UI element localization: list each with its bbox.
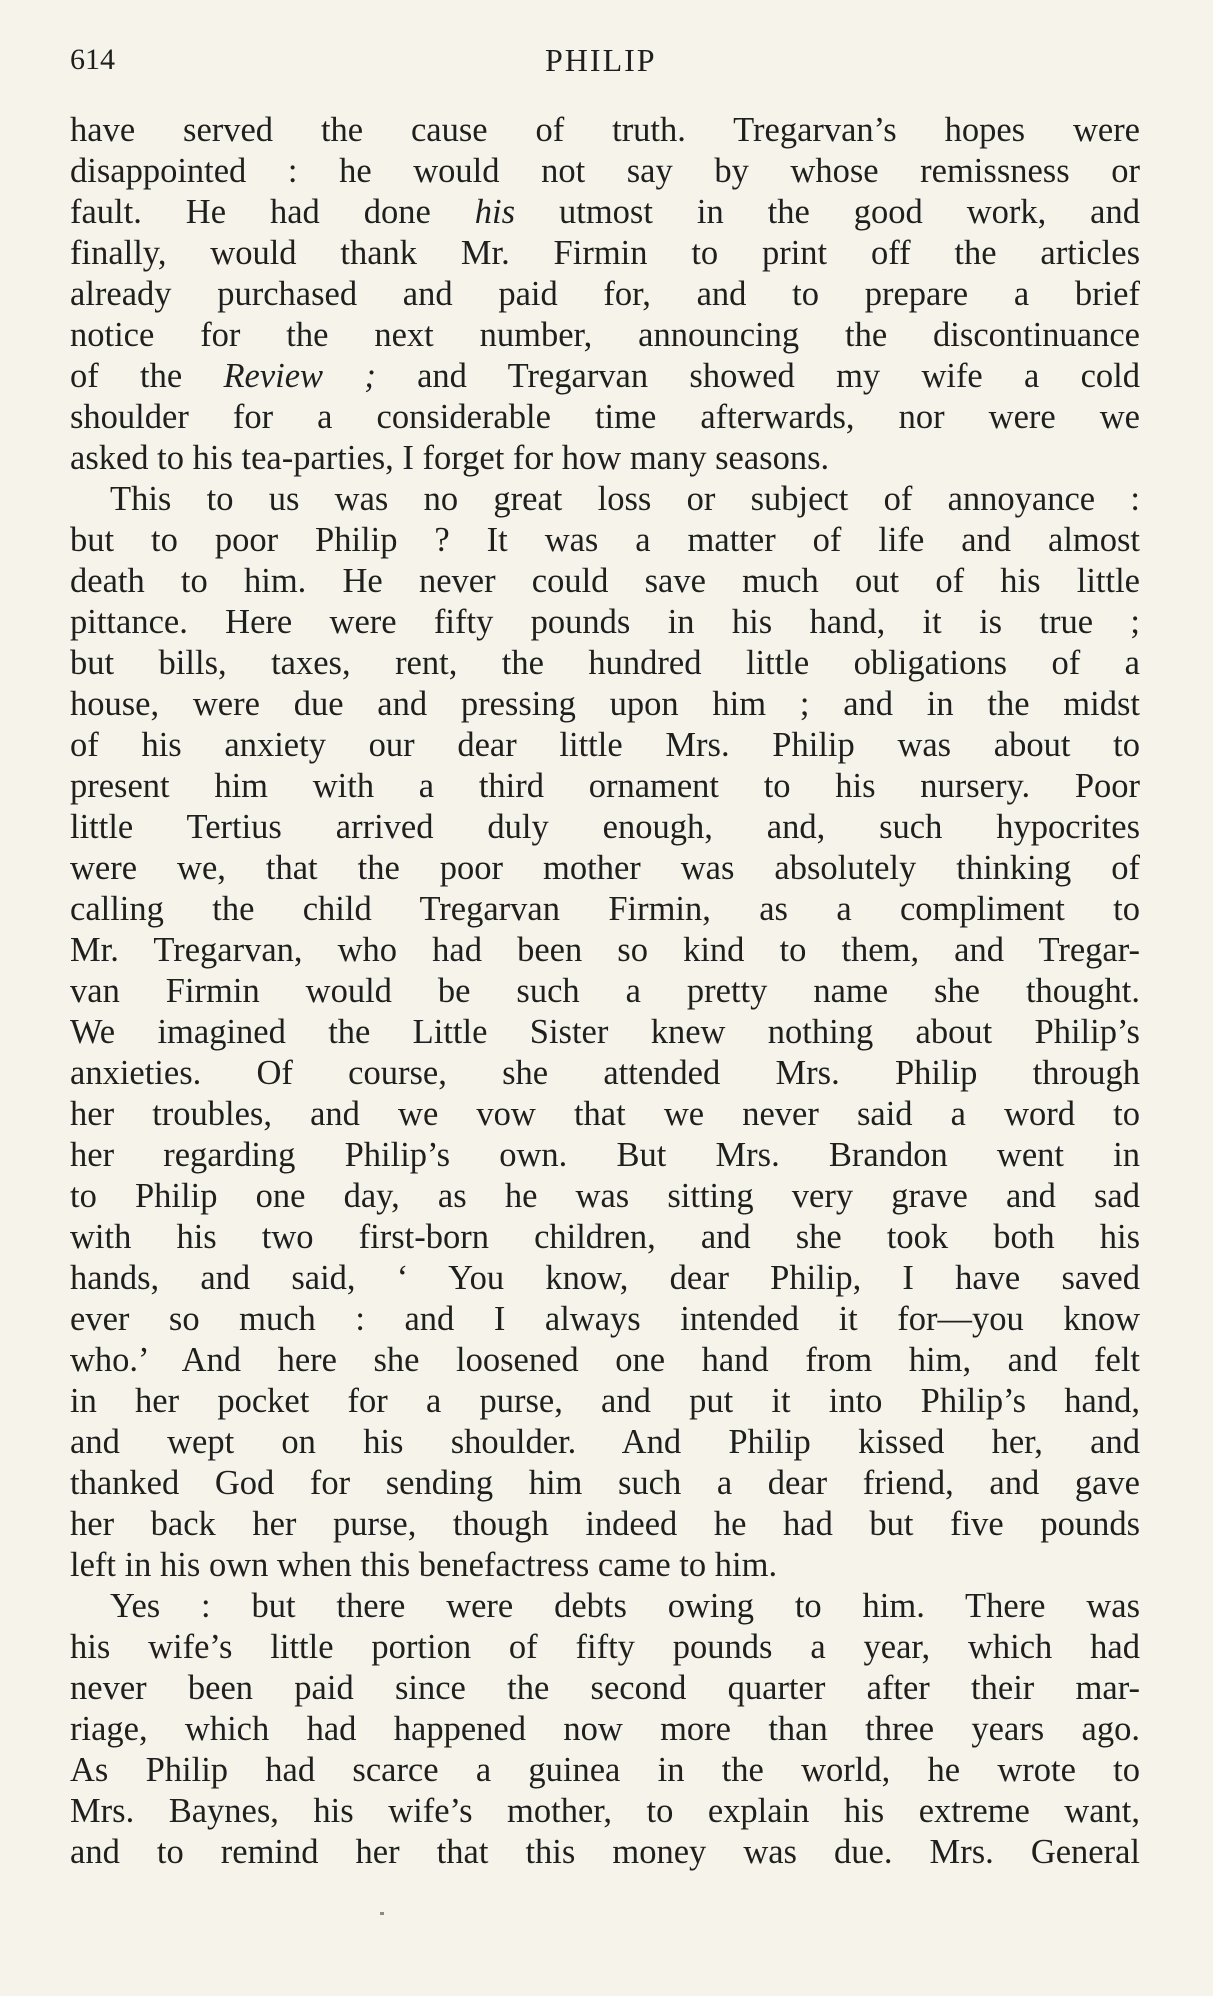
text-line: her regarding Philip’s own. But Mrs. Brandon went in: [70, 1136, 1140, 1174]
text-line: who.’ And here she loosened one hand from him, and felt: [70, 1341, 1140, 1379]
text-line: This to us was no great loss or subject of annoyance :: [110, 480, 1140, 518]
footer-mark: [380, 1912, 384, 1915]
text-line: of his anxiety our dear little Mrs. Philip was about to: [70, 726, 1140, 764]
italic-text: his: [474, 193, 516, 231]
text-line: Yes : but there were debts owing to him. There was: [110, 1587, 1140, 1625]
text-line: [70, 356, 1140, 397]
text-line: but bills, taxes, rent, the hundred little obligations of a: [70, 644, 1140, 682]
text-line: disappointed : he would not say by whose remissness or: [70, 152, 1140, 190]
text-line: Mrs. Baynes, his wife’s mother, to explain his extreme want,: [70, 1792, 1140, 1830]
text-line: her back her purse, though indeed he had but five pounds: [70, 1505, 1140, 1543]
text-line: death to him. He never could save much out of his little: [70, 562, 1140, 600]
text-line: little Tertius arrived duly enough, and, such hypocrites: [70, 808, 1140, 846]
text-line: his wife’s little portion of fifty pounds a year, which had: [70, 1628, 1140, 1666]
text-line: and wept on his shoulder. And Philip kissed her, and: [70, 1423, 1140, 1461]
text-line: thanked God for sending him such a dear friend, and gave: [70, 1464, 1140, 1502]
running-title: PHILIP: [545, 42, 657, 78]
text-segment: fault. He had done: [70, 193, 475, 231]
text-line: have served the cause of truth. Tregarvan’s hopes were: [70, 111, 1140, 149]
body-text: [70, 110, 1140, 1873]
text-line: and to remind her that this money was due. Mrs. General: [70, 1833, 1140, 1871]
text-line: riage, which had happened now more than three years ago.: [70, 1710, 1140, 1748]
text-line: with his two first-born children, and she took both his: [70, 1218, 1140, 1256]
text-line: Mr. Tregarvan, who had been so kind to them, and Tregar-: [70, 931, 1140, 969]
page-header: [70, 36, 1140, 84]
text-line: van Firmin would be such a pretty name she thought.: [70, 972, 1140, 1010]
text-segment: of the: [70, 357, 224, 395]
text-line: asked to his tea-parties, I forget for how many seasons.: [70, 439, 830, 477]
text-line: anxieties. Of course, she attended Mrs. Philip through: [70, 1054, 1140, 1092]
page-number: 614: [70, 43, 115, 76]
text-line: We imagined the Little Sister knew nothing about Philip’s: [70, 1013, 1140, 1051]
text-line: calling the child Tregarvan Firmin, as a compliment to: [70, 890, 1140, 928]
text-line: pittance. Here were fifty pounds in his hand, it is true ;: [70, 603, 1140, 641]
text-segment: and Tregarvan showed my wife a cold: [375, 357, 1141, 395]
text-line: her troubles, and we vow that we never said a word to: [70, 1095, 1140, 1133]
text-line: but to poor Philip ? It was a matter of life and almost: [70, 521, 1140, 559]
text-line: notice for the next number, announcing the discontinuance: [70, 316, 1140, 354]
text-line: in her pocket for a purse, and put it into Philip’s hand,: [70, 1382, 1140, 1420]
text-line: shoulder for a considerable time afterwards, nor were we: [70, 398, 1140, 436]
text-line: finally, would thank Mr. Firmin to print off the articles: [70, 234, 1140, 272]
text-line: never been paid since the second quarter after their mar-: [70, 1669, 1140, 1707]
text-line: already purchased and paid for, and to prepare a brief: [70, 275, 1140, 313]
text-segment: utmost in the good work, and: [515, 193, 1140, 231]
text-line: were we, that the poor mother was absolutely thinking of: [70, 849, 1140, 887]
text-line: As Philip had scarce a guinea in the world, he wrote to: [70, 1751, 1140, 1789]
text-line: left in his own when this benefactress came to him.: [70, 1546, 778, 1584]
text-line: house, were due and pressing upon him ; and in the midst: [70, 685, 1140, 723]
text-line: [70, 192, 1140, 233]
text-line: present him with a third ornament to his nursery. Poor: [70, 767, 1140, 805]
italic-text: Review ;: [223, 357, 376, 395]
text-line: to Philip one day, as he was sitting very grave and sad: [70, 1177, 1140, 1215]
text-line: ever so much : and I always intended it for—you know: [70, 1300, 1140, 1338]
text-line: hands, and said, ‘ You know, dear Philip, I have saved: [70, 1259, 1140, 1297]
